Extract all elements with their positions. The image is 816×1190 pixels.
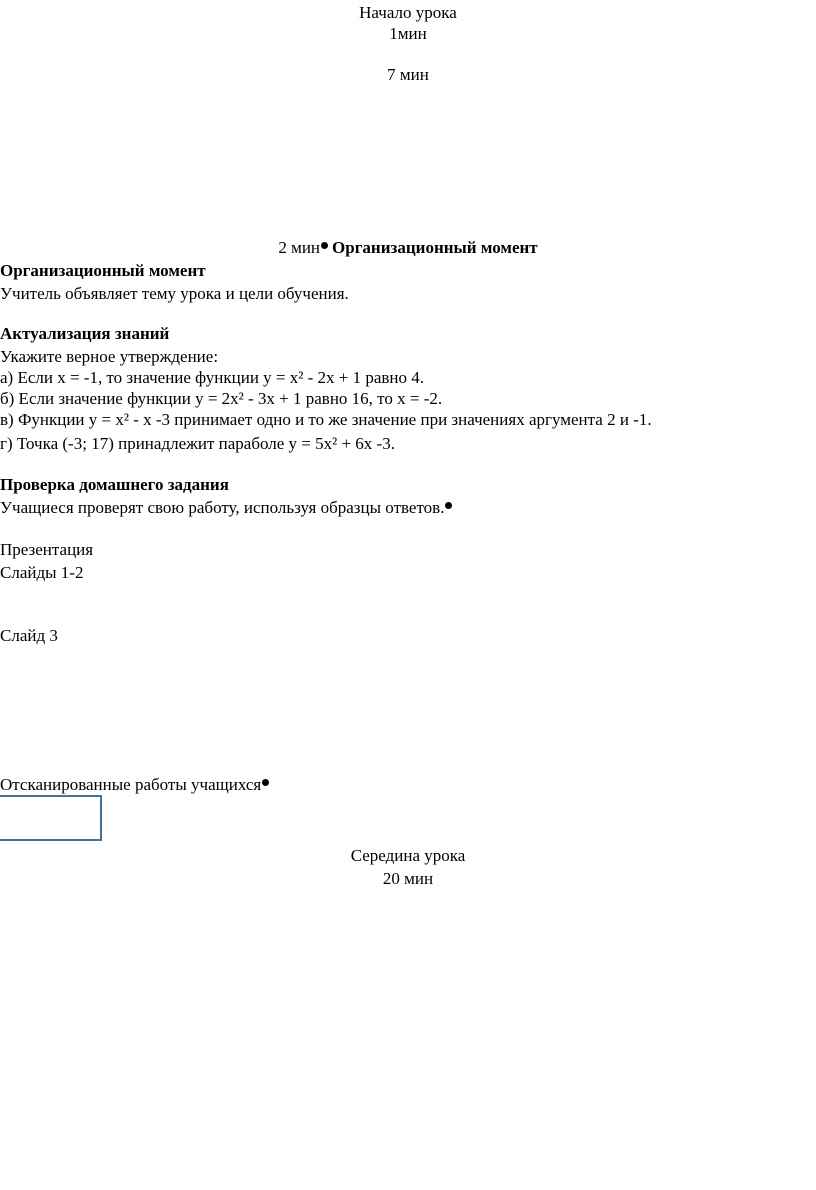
- image-placeholder-frame: [0, 795, 102, 841]
- bullet-icon: [321, 242, 328, 249]
- actualization-option-b: б) Если значение функции у = 2х² - 3х + 1 равно 16, то х = -2.: [0, 389, 443, 408]
- actualization-heading: Актуализация знаний: [0, 324, 170, 343]
- actualization-option-c: в) Функции у = х² - х -3 принимает одно и то же значение при значениях аргумента 2 и -1.: [0, 410, 652, 429]
- actualization-prompt: Укажите верное утверждение:: [0, 347, 219, 366]
- org-moment-title: Организационный момент: [332, 238, 538, 257]
- actualization-option-d: г) Точка (-3; 17) принадлежит параболе у = 5х² + 6х -3.: [0, 434, 395, 453]
- lesson-middle-title: Середина урока: [350, 846, 466, 865]
- bullet-icon: [445, 502, 452, 509]
- scanned-works-label: Отсканированные работы учащихся: [0, 775, 262, 794]
- homework-heading: Проверка домашнего задания: [0, 475, 229, 494]
- lesson-middle-duration: 20 мин: [382, 869, 434, 888]
- org-section-text: Учитель объявляет тему урока и цели обучения.: [0, 284, 349, 303]
- homework-text: Учащиеся проверят свою работу, используя образцы ответов.: [0, 498, 445, 517]
- homework-text-line: [0, 498, 456, 518]
- lesson-stage-duration: 7 мин: [387, 65, 429, 84]
- lesson-start-duration: 1мин: [389, 24, 427, 43]
- slide-3-label: Слайд 3: [0, 626, 58, 645]
- org-section-heading: Организационный момент: [0, 261, 206, 280]
- scanned-works-line: [0, 775, 273, 795]
- org-moment-heading: [0, 238, 816, 258]
- org-moment-duration: 2 мин: [278, 238, 321, 257]
- presentation-label: Презентация: [0, 540, 94, 559]
- actualization-option-a: а) Если х = -1, то значение функции у = х² - 2х + 1 равно 4.: [0, 368, 425, 387]
- bullet-icon: [262, 779, 269, 786]
- lesson-start-title: Начало урока: [359, 3, 457, 22]
- slides-1-2-label: Слайды 1-2: [0, 563, 84, 582]
